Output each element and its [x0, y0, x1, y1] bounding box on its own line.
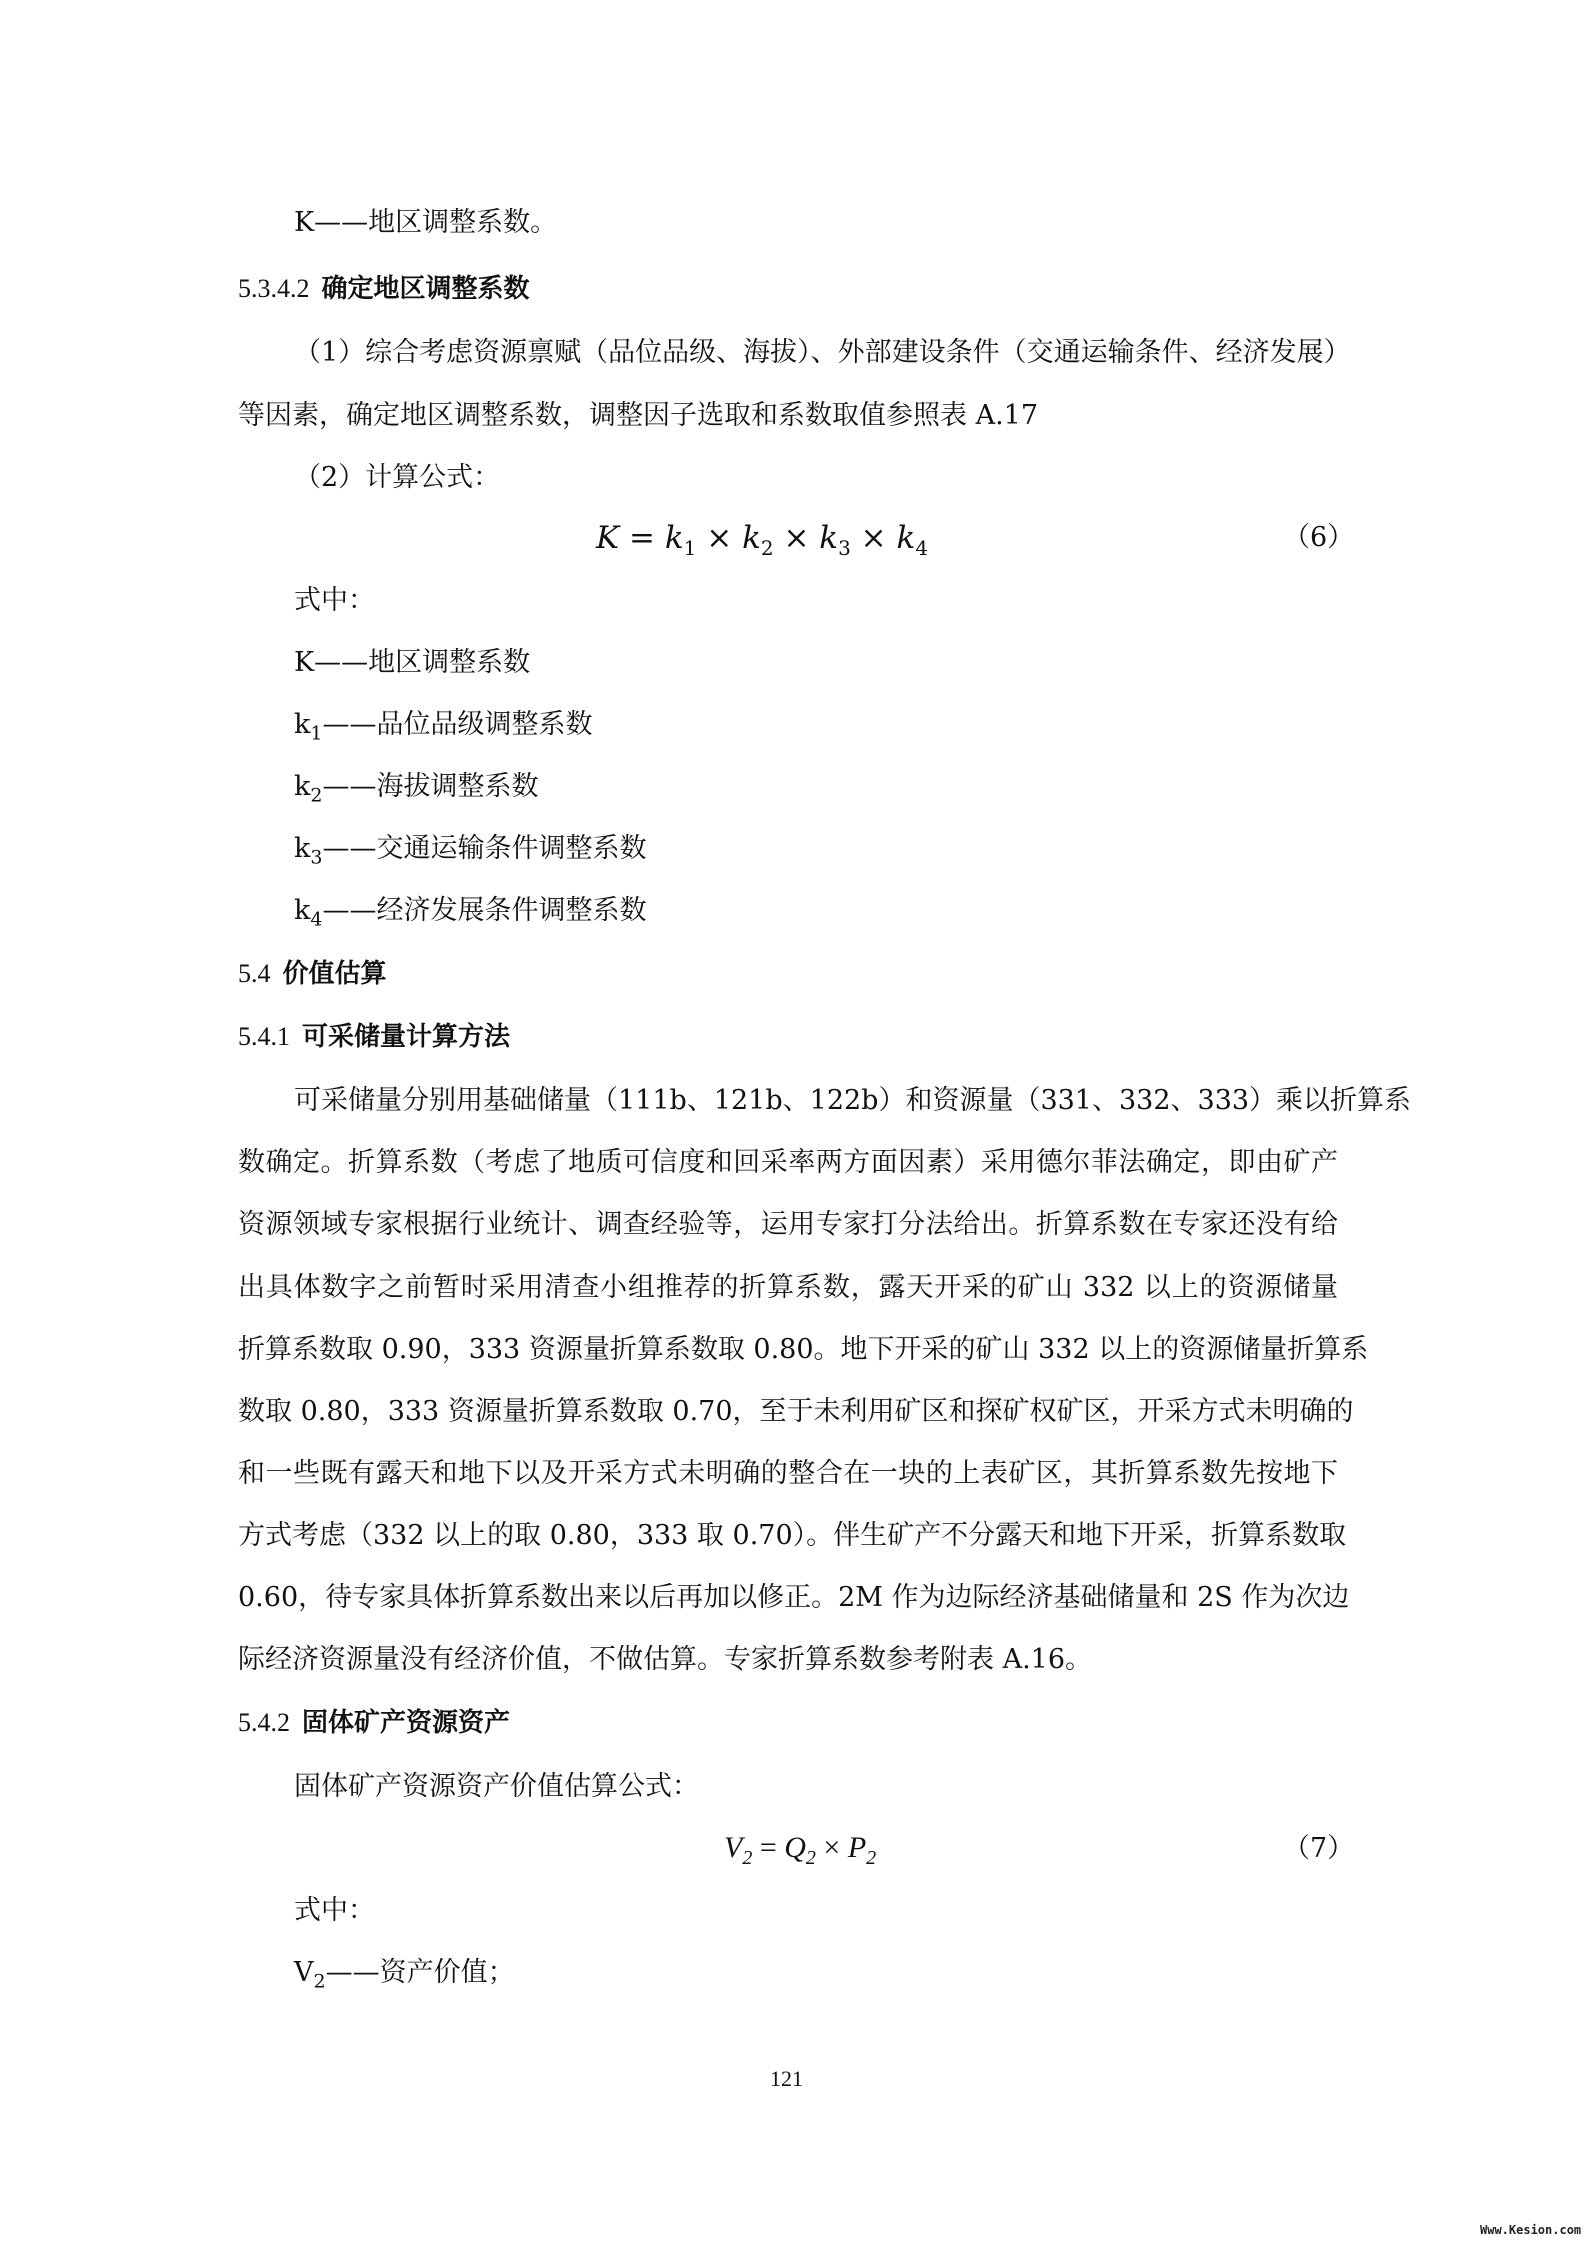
definition-k4: $k_4——$经济发展条件调整系数 [294, 895, 647, 931]
formula-intro: （2）计算公式： [294, 462, 501, 493]
section-heading-542 [238, 1703, 510, 1743]
paragraph-line: 等因素，确定地区调整系数，调整因子选取和系数取值参照表 A.17 [238, 400, 1039, 431]
section-heading-54 [238, 954, 387, 994]
formula-6: $K = k_1 \times k_2 \times k_3 \times k_4$ [596, 520, 929, 561]
definition-k3: $k_3——$交通运输条件调整系数 [294, 833, 647, 869]
paragraph-line: 资源领域专家根据行业统计、调查经验等，运用专家打分法给出。折算系数在专家还没有给 [238, 1209, 1338, 1240]
section-number: 5.4.2 [238, 1708, 290, 1737]
paragraph-line: 际经济资源量没有经济价值，不做估算。专家折算系数参考附表 A.16。 [238, 1644, 1093, 1675]
section-title: 可采储量计算方法 [302, 1022, 511, 1052]
watermark: Www.Kesion.com [1480, 2223, 1582, 2237]
equation-number-6: （6） [1283, 522, 1355, 553]
paragraph-line: 出具体数字之前暂时采用清查小组推荐的折算系数，露天开采的矿山 332 以上的资源储量 [238, 1272, 1338, 1303]
section-number: 5.4 [238, 959, 271, 988]
section-title: 价值估算 [282, 959, 387, 989]
formula-intro: 固体矿产资源资产价值估算公式： [294, 1771, 699, 1802]
equation-number-7: （7） [1283, 1833, 1355, 1864]
section-heading-541 [238, 1017, 510, 1057]
paragraph-line: 数确定。折算系数（考虑了地质可信度和回采率两方面因素）采用德尔菲法确定，即由矿产 [238, 1147, 1338, 1178]
section-heading-5342 [238, 269, 530, 309]
where-label: 式中： [294, 1895, 375, 1926]
where-label: 式中： [294, 585, 375, 616]
paragraph-line: 方式考虑（332 以上的取 0.80，333 取 0.70）。伴生矿产不分露天和地下开采，折算系数取 [238, 1520, 1347, 1551]
paragraph-line: 折算系数取 0.90，333 资源量折算系数取 0.80。地下开采的矿山 332 以上的资源储量折算系 [238, 1334, 1369, 1365]
paragraph-line: 可采储量分别用基础储量（111b、121b、122b）和资源量（331、332、333）乘以折算系 [294, 1085, 1412, 1116]
paragraph-line: 数取 0.80，333 资源量折算系数取 0.70，至于未利用矿区和探矿权矿区，开采方式未明确的 [238, 1396, 1354, 1427]
section-number: 5.3.4.2 [238, 274, 310, 303]
section-title: 确定地区调整系数 [321, 274, 530, 304]
definition-k1: $k_1——$品位品级调整系数 [294, 709, 593, 745]
definition-k-region: K——地区调整系数。 [294, 207, 558, 238]
paragraph-line: 和一些既有露天和地下以及开采方式未明确的整合在一块的上表矿区，其折算系数先按地下 [238, 1458, 1338, 1489]
page-number: 121 [770, 2066, 803, 2091]
section-number: 5.4.1 [238, 1022, 290, 1051]
formula-7: $V_2 = Q_2 \times P_2$ [724, 1831, 877, 1869]
definition-K: K——地区调整系数 [294, 647, 531, 678]
definition-k2: $k_2——$海拔调整系数 [294, 771, 539, 807]
section-title: 固体矿产资源资产 [302, 1708, 511, 1738]
definition-V2: $V_2——$资产价值； [294, 1957, 515, 1993]
paragraph-line: 0.60，待专家具体折算系数出来以后再加以修正。2M 作为边际经济基础储量和 2S 作为次边 [238, 1582, 1350, 1613]
paragraph-line: （1）综合考虑资源禀赋（品位品级、海拔）、外部建设条件（交通运输条件、经济发展） [294, 337, 1351, 368]
